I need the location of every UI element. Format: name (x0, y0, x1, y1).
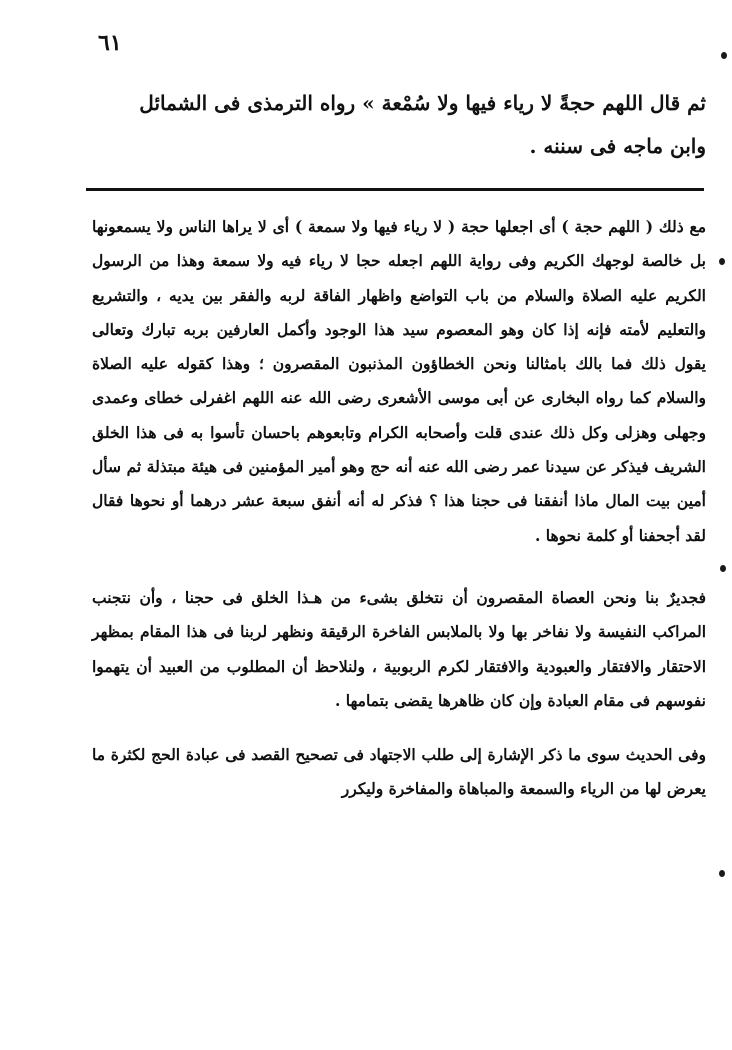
margin-speck (719, 258, 725, 265)
margin-speck (719, 870, 725, 877)
commentary-paragraph-1: مع ذلك ( اللهم حجة ) أى اجعلها حجة ( لا رياء فيها ولا سمعة ) أى لا يراها الناس ولا يسمعونها بل خالصة لوجهك الكريم وفى رواية اللهم اجعله حجا لا رياء فيه ولا سمعة وهذا من الرسول الكريم عليه الصلاة والسلام من باب التواضع واظهار الفاقة لربه والفقر بين يديه ، والتشريع والتعليم لأمته فإنه إذا كان وهو المعصوم سيد هذا الوجود وأكمل العارفين بربه تبارك وتعالى يقول ذلك فما بالك بامثالنا ونحن الخطاؤون المذنبون المقصرون ؛ وهذا كقوله عليه الصلاة والسلام كما رواه البخارى عن أبى موسى الأشعرى رضى الله عنه اللهم اغفرلى خطاى وعمدى وجهلى وهزلى وكل ذلك عندى قلت وأصحابه الكرام وتابعوهم باحسان تأسوا به فى هذا الخلق الشريف فيذكر عن سيدنا عمر رضى الله عنه أنه حج وهو أمير المؤمنين فى هيئة مبتذلة ثم سأل أمين بيت المال ماذا أنفقنا فى حجنا هذا ؟ فذكر له أنه أنفق سبعة عشر درهما أو نحوها فقال لقد أجحفنا أو كلمة نحوها . (92, 217, 706, 545)
page-number: ٦١ (98, 30, 122, 56)
commentary-paragraph-3: وفى الحديث سوى ما ذكر الإشارة إلى طلب الاجتهاد فى تصحيح القصد فى عبادة الحج لكثرة ما يعرض لها من الرياء والسمعة والمباهاة والمفاخرة وليكرر (92, 745, 706, 799)
section-divider (86, 188, 704, 191)
commentary (92, 210, 706, 807)
margin-speck (720, 565, 726, 572)
margin-speck (721, 52, 727, 59)
hadith-text (94, 82, 706, 168)
hadith-line-2: وابن ماجه فى سننه . (529, 134, 706, 158)
hadith-line-1: ثم قال اللهم حجةً لا رياء فيها ولا سُمْعة » رواه الترمذى فى الشمائل (139, 91, 706, 115)
commentary-paragraph-2: فجديرٌ بنا ونحن العصاة المقصرون أن نتخلق بشىء من هـذا الخلق فى حجنا ، وأن نتجنب المراكب النفيسة ولا نفاخر بها ولا بالملابس الفاخرة الرقيقة ونظهر لربنا فى هذا المقام بمظهر الاحتقار والافتقار والعبودية والافتقار لكرم الربوبية ، ولنلاحظ أن المطلوب من العبيد أن يتهموا نفوسهم فى مقام العبادة وإن كان ظاهرها يقضى بتمامها . (92, 587, 706, 710)
